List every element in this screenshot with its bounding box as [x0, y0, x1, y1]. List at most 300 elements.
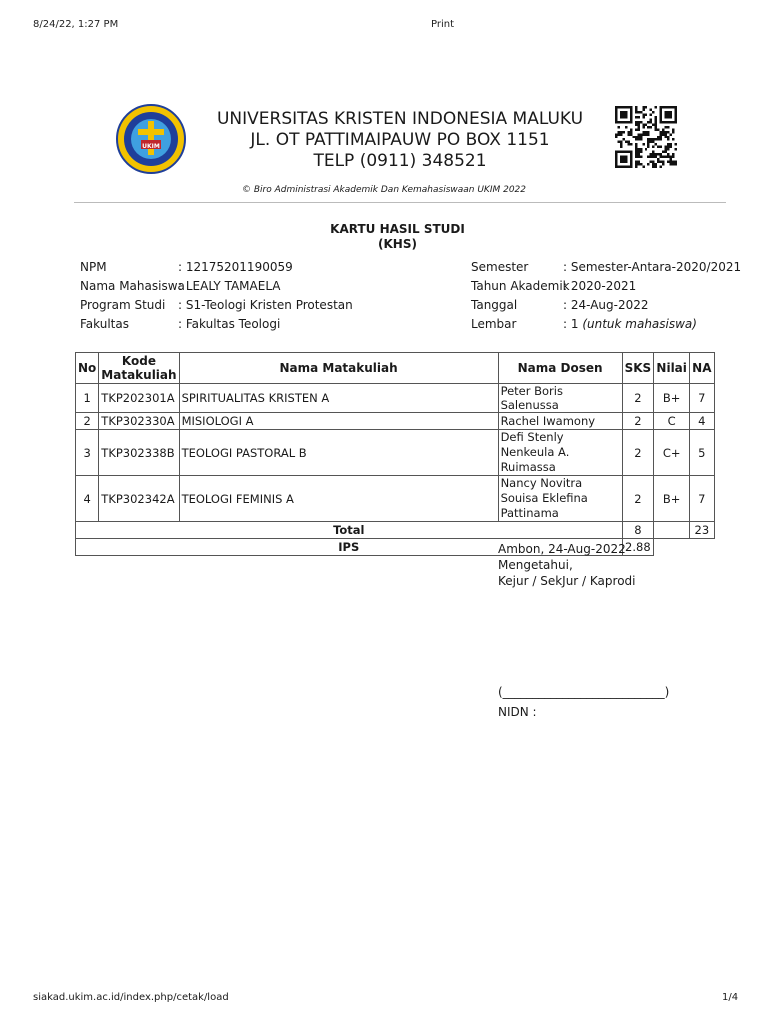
qr-module	[660, 118, 662, 120]
qr-module	[630, 166, 632, 168]
qr-module	[655, 156, 657, 158]
qr-module	[675, 118, 677, 120]
qr-module	[662, 161, 664, 163]
qr-module	[672, 156, 674, 158]
qr-module	[665, 111, 667, 113]
qr-module	[627, 143, 629, 145]
cell-nama: MISIOLOGI A	[179, 413, 498, 430]
total-na: 23	[690, 522, 714, 539]
qr-module	[655, 143, 657, 145]
qr-module	[647, 121, 649, 123]
signature-block	[498, 541, 636, 589]
qr-module	[622, 121, 624, 123]
qr-module	[647, 156, 649, 158]
info-value: : 12175201190059	[178, 260, 293, 274]
qr-module	[660, 166, 662, 168]
header-divider	[74, 202, 726, 203]
qr-module	[660, 121, 662, 123]
qr-module	[640, 136, 642, 138]
qr-module	[632, 136, 634, 138]
qr-module	[652, 111, 654, 113]
qr-module	[630, 106, 632, 108]
qr-module	[662, 131, 664, 133]
qr-module	[637, 151, 639, 153]
cell-no: 4	[76, 476, 99, 522]
qr-module	[672, 153, 674, 155]
qr-module	[617, 166, 619, 168]
qr-module	[637, 156, 639, 158]
cell-sks: 2	[622, 384, 654, 413]
info-label: Tanggal	[471, 298, 518, 312]
cell-na: 7	[690, 384, 714, 413]
info-label: Program Studi	[80, 298, 166, 312]
qr-module	[642, 131, 644, 133]
qr-module	[652, 163, 654, 165]
table-row	[76, 430, 715, 476]
qr-module	[645, 123, 647, 125]
qr-module	[637, 128, 639, 130]
qr-module	[667, 131, 669, 133]
qr-module	[675, 143, 677, 145]
qr-module	[622, 138, 624, 140]
qr-module	[635, 148, 637, 150]
table-row	[76, 384, 715, 413]
info-value: : S1-Teologi Kristen Protestan	[178, 298, 353, 312]
qr-module	[655, 153, 657, 155]
qr-module	[630, 133, 632, 135]
qr-module	[650, 121, 652, 123]
info-label: Semester	[471, 260, 529, 274]
qr-module	[620, 113, 622, 115]
qr-module	[617, 126, 619, 128]
info-row-tanggal	[471, 296, 649, 315]
qr-module	[650, 161, 652, 163]
qr-module	[670, 116, 672, 118]
qr-module	[630, 118, 632, 120]
qr-module	[615, 136, 617, 138]
qr-module	[652, 161, 654, 163]
qr-module	[625, 141, 627, 143]
qr-module	[662, 106, 664, 108]
qr-module	[637, 111, 639, 113]
qr-module	[640, 133, 642, 135]
info-row-lembar	[471, 315, 697, 334]
qr-module	[642, 166, 644, 168]
card-subtitle: (KHS)	[378, 237, 417, 251]
qr-module	[660, 156, 662, 158]
qr-module	[620, 106, 622, 108]
university-address: JL. OT PATTIMAIPAUW PO BOX 1151	[250, 130, 550, 150]
qr-module	[627, 106, 629, 108]
qr-module	[672, 121, 674, 123]
ips-empty	[654, 539, 714, 556]
qr-module	[637, 153, 639, 155]
info-value: : LEALY TAMAELA	[178, 279, 281, 293]
qr-module	[670, 156, 672, 158]
qr-module	[645, 148, 647, 150]
qr-module	[642, 133, 644, 135]
ips-label: IPS	[76, 539, 623, 556]
header-sks: SKS	[622, 353, 654, 384]
qr-module	[620, 111, 622, 113]
qr-module	[622, 151, 624, 153]
qr-module	[620, 146, 622, 148]
qr-module	[670, 111, 672, 113]
qr-module	[667, 143, 669, 145]
qr-module	[660, 138, 662, 140]
qr-module	[660, 136, 662, 138]
qr-module	[637, 123, 639, 125]
qr-module	[667, 148, 669, 150]
info-label: Fakultas	[80, 317, 129, 331]
signature-name-line: (___________________________)	[498, 685, 670, 699]
footer-url: siakad.ukim.ac.id/index.php/cetak/load	[33, 992, 229, 1003]
cell-dosen: Rachel Iwamony	[498, 413, 622, 430]
khs-table	[75, 352, 715, 556]
qr-module	[665, 148, 667, 150]
qr-module	[670, 158, 672, 160]
copyright-text: © Biro Administrasi Akademik Dan Kemahasiswaan UKIM 2022	[241, 185, 527, 195]
qr-module	[640, 111, 642, 113]
qr-module	[657, 128, 659, 130]
qr-module	[637, 136, 639, 138]
qr-module	[630, 113, 632, 115]
qr-module	[635, 128, 637, 130]
qr-module	[625, 156, 627, 158]
table-row	[76, 413, 715, 430]
qr-module	[650, 153, 652, 155]
signature-nidn: NIDN :	[498, 705, 537, 719]
qr-module	[672, 106, 674, 108]
qr-module	[665, 131, 667, 133]
info-row-fakultas	[80, 315, 281, 334]
qr-module	[630, 153, 632, 155]
header-dosen: Nama Dosen	[498, 353, 622, 384]
qr-module	[660, 131, 662, 133]
qr-code	[615, 106, 677, 168]
total-sks: 8	[622, 522, 654, 539]
qr-module	[630, 161, 632, 163]
qr-module	[635, 106, 637, 108]
qr-module	[657, 153, 659, 155]
qr-module	[675, 148, 677, 150]
qr-module	[655, 166, 657, 168]
qr-module	[667, 111, 669, 113]
qr-module	[655, 126, 657, 128]
qr-module	[617, 151, 619, 153]
qr-module	[630, 163, 632, 165]
qr-module	[615, 161, 617, 163]
qr-module	[662, 163, 664, 165]
qr-module	[652, 138, 654, 140]
qr-module	[625, 126, 627, 128]
qr-module	[670, 113, 672, 115]
qr-module	[655, 121, 657, 123]
qr-module	[667, 126, 669, 128]
qr-module	[615, 133, 617, 135]
qr-module	[657, 136, 659, 138]
info-label: Tahun Akademik	[471, 279, 570, 293]
qr-module	[645, 106, 647, 108]
qr-module	[637, 126, 639, 128]
qr-module	[642, 106, 644, 108]
header-nilai: Nilai	[654, 353, 690, 384]
qr-module	[650, 138, 652, 140]
qr-module	[667, 116, 669, 118]
qr-module	[675, 113, 677, 115]
qr-module	[667, 113, 669, 115]
qr-module	[625, 161, 627, 163]
qr-module	[647, 163, 649, 165]
qr-module	[630, 158, 632, 160]
qr-module	[660, 106, 662, 108]
qr-module	[630, 143, 632, 145]
qr-module	[662, 128, 664, 130]
qr-module	[615, 153, 617, 155]
qr-module	[660, 133, 662, 135]
university-name: UNIVERSITAS KRISTEN INDONESIA MALUKU	[216, 109, 584, 129]
qr-module	[625, 151, 627, 153]
qr-module	[615, 106, 617, 108]
qr-module	[660, 146, 662, 148]
qr-module	[662, 133, 664, 135]
qr-module	[630, 151, 632, 153]
qr-module	[622, 111, 624, 113]
qr-module	[660, 116, 662, 118]
qr-module	[620, 156, 622, 158]
qr-module	[637, 148, 639, 150]
cell-no: 1	[76, 384, 99, 413]
university-logo	[116, 104, 186, 174]
cell-no: 3	[76, 430, 99, 476]
print-datetime: 8/24/22, 1:27 PM	[33, 19, 119, 30]
qr-module	[627, 131, 629, 133]
qr-module	[655, 123, 657, 125]
header-no: No	[76, 353, 99, 384]
qr-module	[635, 116, 637, 118]
qr-module	[647, 141, 649, 143]
qr-module	[667, 106, 669, 108]
qr-module	[615, 116, 617, 118]
qr-module	[670, 106, 672, 108]
cell-kode: TKP302342A	[99, 476, 179, 522]
qr-module	[670, 146, 672, 148]
cell-na: 7	[690, 476, 714, 522]
qr-module	[657, 158, 659, 160]
qr-module	[650, 141, 652, 143]
qr-module	[620, 143, 622, 145]
qr-module	[625, 166, 627, 168]
qr-module	[665, 136, 667, 138]
qr-module	[660, 153, 662, 155]
qr-module	[630, 131, 632, 133]
qr-module	[637, 163, 639, 165]
qr-module	[672, 128, 674, 130]
qr-module	[620, 166, 622, 168]
total-label: Total	[76, 522, 623, 539]
qr-module	[640, 121, 642, 123]
cell-nama: TEOLOGI PASTORAL B	[179, 430, 498, 476]
qr-module	[652, 123, 654, 125]
qr-module	[635, 156, 637, 158]
qr-module	[645, 131, 647, 133]
qr-module	[622, 131, 624, 133]
cell-no: 2	[76, 413, 99, 430]
info-row-tahun	[471, 277, 637, 296]
qr-module	[667, 156, 669, 158]
qr-module	[615, 113, 617, 115]
qr-module	[665, 151, 667, 153]
qr-module	[635, 161, 637, 163]
qr-module	[670, 163, 672, 165]
cell-nama: TEOLOGI FEMINIS A	[179, 476, 498, 522]
cell-kode: TKP202301A	[99, 384, 179, 413]
qr-module	[670, 121, 672, 123]
qr-module	[672, 163, 674, 165]
qr-module	[672, 161, 674, 163]
qr-module	[635, 121, 637, 123]
qr-module	[637, 116, 639, 118]
cell-sks: 2	[622, 413, 654, 430]
table-row	[76, 476, 715, 522]
qr-module	[640, 148, 642, 150]
qr-module	[645, 113, 647, 115]
qr-module	[615, 156, 617, 158]
qr-module	[667, 121, 669, 123]
qr-module	[652, 153, 654, 155]
qr-module	[635, 111, 637, 113]
qr-module	[620, 131, 622, 133]
qr-module	[642, 143, 644, 145]
qr-module	[660, 111, 662, 113]
qr-module	[642, 113, 644, 115]
qr-module	[667, 153, 669, 155]
student-info-left	[80, 258, 353, 334]
qr-module	[655, 106, 657, 108]
qr-module	[650, 118, 652, 120]
qr-module	[675, 163, 677, 165]
qr-module	[635, 123, 637, 125]
qr-module	[630, 116, 632, 118]
qr-module	[622, 158, 624, 160]
qr-module	[627, 141, 629, 143]
qr-module	[615, 121, 617, 123]
qr-module	[625, 121, 627, 123]
qr-module	[645, 133, 647, 135]
qr-module	[630, 111, 632, 113]
qr-module	[627, 133, 629, 135]
qr-module	[652, 141, 654, 143]
signature-acknowledged: Mengetahui,	[498, 558, 573, 572]
qr-module	[667, 146, 669, 148]
qr-module	[650, 156, 652, 158]
cell-dosen: Defi Stenly Nenkeula A. Ruimassa	[498, 430, 622, 476]
qr-module	[635, 143, 637, 145]
cell-dosen: Peter Boris Salenussa	[498, 384, 622, 413]
qr-module	[635, 151, 637, 153]
qr-module	[665, 146, 667, 148]
header-nama: Nama Matakuliah	[179, 353, 498, 384]
qr-module	[665, 106, 667, 108]
qr-module	[655, 138, 657, 140]
qr-module	[660, 108, 662, 110]
info-value: : 2020-2021	[563, 279, 637, 293]
qr-module	[660, 161, 662, 163]
info-label: Nama Mahasiswa	[80, 279, 185, 293]
total-nilai-empty	[654, 522, 690, 539]
info-row-npm	[80, 258, 293, 277]
qr-module	[675, 116, 677, 118]
qr-module	[622, 106, 624, 108]
qr-module	[670, 161, 672, 163]
qr-module	[670, 133, 672, 135]
qr-module	[647, 146, 649, 148]
qr-module	[657, 146, 659, 148]
footer-page: 1/4	[722, 992, 739, 1003]
qr-module	[667, 138, 669, 140]
qr-module	[640, 163, 642, 165]
qr-module	[637, 121, 639, 123]
qr-module	[652, 166, 654, 168]
info-note: (untuk mahasiswa)	[582, 317, 697, 331]
qr-module	[637, 138, 639, 140]
qr-module	[662, 121, 664, 123]
qr-module	[620, 158, 622, 160]
qr-module	[642, 108, 644, 110]
qr-module	[622, 116, 624, 118]
qr-module	[615, 151, 617, 153]
qr-module	[675, 121, 677, 123]
qr-module	[627, 151, 629, 153]
qr-module	[620, 151, 622, 153]
info-row-prodi	[80, 296, 353, 315]
header-na: NA	[690, 353, 714, 384]
info-value: : 24-Aug-2022	[563, 298, 649, 312]
qr-module	[672, 138, 674, 140]
qr-module	[615, 108, 617, 110]
qr-module	[620, 121, 622, 123]
info-label: NPM	[80, 260, 107, 274]
qr-module	[635, 163, 637, 165]
qr-module	[615, 118, 617, 120]
qr-module	[622, 166, 624, 168]
qr-module	[652, 156, 654, 158]
qr-module	[615, 158, 617, 160]
info-label: Lembar	[471, 317, 517, 331]
qr-module	[625, 106, 627, 108]
qr-module	[650, 108, 652, 110]
cell-sks: 2	[622, 430, 654, 476]
qr-module	[622, 156, 624, 158]
qr-module	[640, 156, 642, 158]
qr-module	[620, 161, 622, 163]
qr-module	[675, 111, 677, 113]
qr-module	[667, 161, 669, 163]
qr-module	[615, 111, 617, 113]
qr-module	[667, 136, 669, 138]
qr-module	[620, 133, 622, 135]
card-title: KARTU HASIL STUDI	[330, 222, 465, 236]
logo-text: UKIM	[142, 143, 160, 150]
total-row	[76, 522, 715, 539]
qr-module	[630, 108, 632, 110]
qr-module	[635, 146, 637, 148]
info-row-nama	[80, 277, 281, 296]
student-info-right	[471, 258, 742, 334]
qr-module	[647, 133, 649, 135]
qr-module	[647, 126, 649, 128]
qr-module	[635, 153, 637, 155]
